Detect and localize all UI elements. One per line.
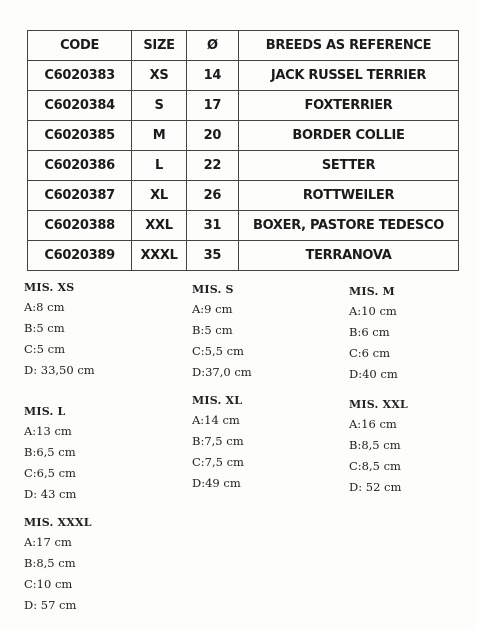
measure-c: C:5,5 cm <box>192 344 244 358</box>
cell-diameter: 17 <box>186 91 238 121</box>
cell-breed: ROTTWEILER <box>239 181 459 211</box>
table-row <box>28 151 459 181</box>
header-breeds: BREEDS AS REFERENCE <box>239 31 459 61</box>
measure-b: B:7,5 cm <box>192 434 244 448</box>
measure-c: C:6,5 cm <box>24 466 76 480</box>
measure-c: C:6 cm <box>349 346 390 360</box>
header-size: SIZE <box>132 31 187 61</box>
measure-b: B:6,5 cm <box>24 445 76 459</box>
cell-size: M <box>132 121 187 151</box>
measure-title: MIS. XL <box>192 394 243 407</box>
measure-c: C:8,5 cm <box>349 459 401 473</box>
table-header-row <box>28 31 459 61</box>
cell-size: S <box>132 91 187 121</box>
cell-diameter: 26 <box>186 181 238 211</box>
measure-d: D:37,0 cm <box>192 365 252 379</box>
measure-block-l <box>24 405 76 507</box>
cell-code: C6020386 <box>28 151 132 181</box>
size-table <box>27 30 459 271</box>
measure-b: B:8,5 cm <box>349 438 401 452</box>
cell-breed: SETTER <box>239 151 459 181</box>
header-diameter: Ø <box>186 31 238 61</box>
header-code: CODE <box>28 31 132 61</box>
cell-code: C6020387 <box>28 181 132 211</box>
measure-c: C:7,5 cm <box>192 455 244 469</box>
measure-a: A:10 cm <box>349 304 397 318</box>
measure-block-m <box>349 285 398 387</box>
measure-d: D: 43 cm <box>24 487 77 501</box>
measure-d: D: 52 cm <box>349 480 402 494</box>
table-row <box>28 61 459 91</box>
measure-a: A:13 cm <box>24 424 72 438</box>
measure-c: C:5 cm <box>24 342 65 356</box>
measure-a: A:8 cm <box>24 300 65 314</box>
cell-size: XS <box>132 61 187 91</box>
cell-breed: BOXER, PASTORE TEDESCO <box>239 211 459 241</box>
cell-code: C6020384 <box>28 91 132 121</box>
measure-title: MIS. M <box>349 285 395 298</box>
measure-title: MIS. L <box>24 405 66 418</box>
measure-b: B:8,5 cm <box>24 556 76 570</box>
cell-breed: TERRANOVA <box>239 241 459 271</box>
measure-title: MIS. XXXL <box>24 516 92 529</box>
measure-c: C:10 cm <box>24 577 73 591</box>
measure-title: MIS. S <box>192 283 234 296</box>
measure-block-xl <box>192 394 244 496</box>
measure-block-xs <box>24 281 95 383</box>
cell-size: XXXL <box>132 241 187 271</box>
measure-block-xxl <box>349 398 408 500</box>
table-row <box>28 241 459 271</box>
cell-diameter: 22 <box>186 151 238 181</box>
measure-a: A:9 cm <box>192 302 233 316</box>
cell-code: C6020385 <box>28 121 132 151</box>
measure-b: B:5 cm <box>24 321 65 335</box>
measure-a: A:17 cm <box>24 535 72 549</box>
cell-code: C6020388 <box>28 211 132 241</box>
cell-size: XXL <box>132 211 187 241</box>
measure-d: D:40 cm <box>349 367 398 381</box>
measure-b: B:5 cm <box>192 323 233 337</box>
cell-diameter: 31 <box>186 211 238 241</box>
cell-size: XL <box>132 181 187 211</box>
measure-a: A:14 cm <box>192 413 240 427</box>
cell-code: C6020383 <box>28 61 132 91</box>
table-row <box>28 121 459 151</box>
cell-breed: BORDER COLLIE <box>239 121 459 151</box>
measure-title: MIS. XS <box>24 281 75 294</box>
cell-diameter: 35 <box>186 241 238 271</box>
cell-breed: JACK RUSSEL TERRIER <box>239 61 459 91</box>
measure-block-s <box>192 283 252 385</box>
cell-diameter: 14 <box>186 61 238 91</box>
table-row <box>28 211 459 241</box>
measure-d: D:49 cm <box>192 476 241 490</box>
cell-size: L <box>132 151 187 181</box>
cell-breed: FOXTERRIER <box>239 91 459 121</box>
table-row <box>28 181 459 211</box>
measure-a: A:16 cm <box>349 417 397 431</box>
cell-code: C6020389 <box>28 241 132 271</box>
measure-b: B:6 cm <box>349 325 390 339</box>
cell-diameter: 20 <box>186 121 238 151</box>
table-row <box>28 91 459 121</box>
measure-title: MIS. XXL <box>349 398 408 411</box>
measure-d: D: 57 cm <box>24 598 77 612</box>
measure-block-xxxl <box>24 516 92 618</box>
measure-d: D: 33,50 cm <box>24 363 95 377</box>
